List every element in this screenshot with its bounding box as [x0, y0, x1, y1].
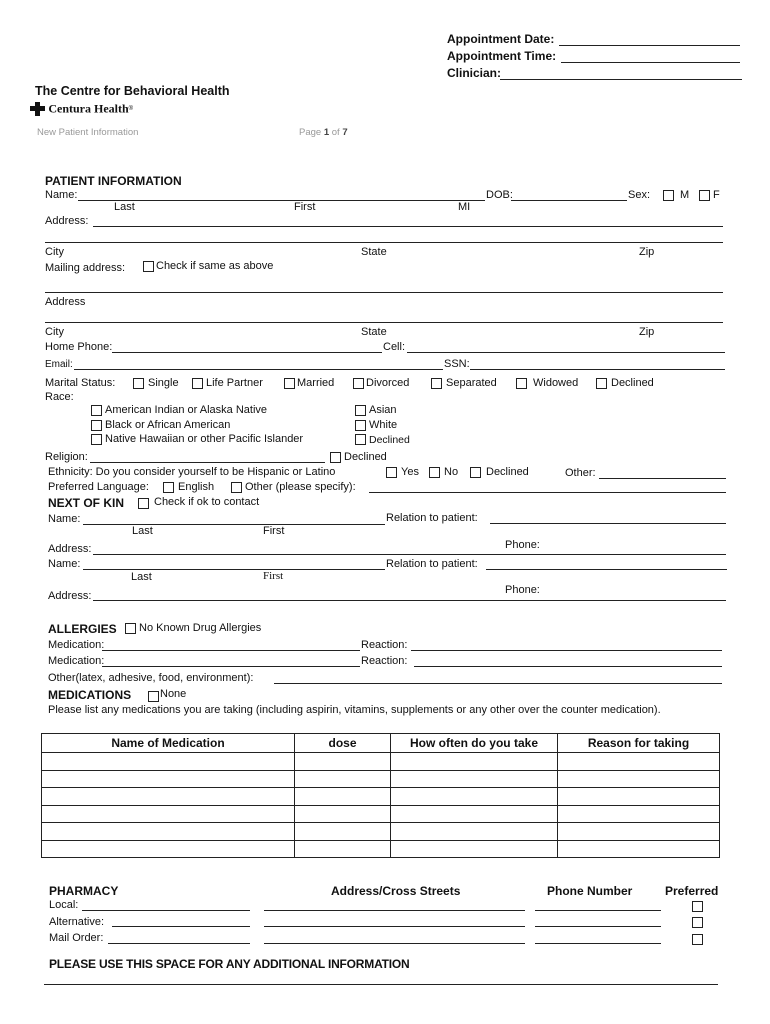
sex-f-checkbox[interactable] [699, 190, 710, 201]
table-row [42, 840, 720, 858]
form-name: New Patient Information [37, 127, 139, 138]
kin-phone-label: Phone: [505, 539, 540, 551]
med-cell[interactable] [391, 840, 558, 858]
table-row [42, 753, 720, 771]
med-cell[interactable] [558, 823, 720, 841]
pharmacy-local-label: Local: [49, 899, 79, 911]
table-row [42, 823, 720, 841]
sex-label: Sex: [628, 189, 651, 201]
col-dose: dose [295, 734, 391, 753]
white-label: White [369, 419, 398, 431]
centura-logo: Centura Health® [30, 101, 133, 116]
marital-declined-label: Declined [611, 377, 654, 389]
nkda-label: No Known Drug Allergies [139, 622, 262, 634]
kin2-address-field[interactable] [93, 600, 726, 601]
divorced-checkbox[interactable] [353, 378, 364, 389]
address-label: Address: [45, 215, 89, 227]
med-cell[interactable] [42, 788, 295, 806]
zip2-caption: Zip [639, 326, 655, 338]
ok-to-contact-checkbox[interactable] [138, 498, 149, 509]
cross-icon [30, 102, 45, 116]
med-cell[interactable] [295, 805, 391, 823]
religion-declined-label: Declined [344, 451, 387, 463]
medication-label: Medication: [48, 639, 105, 651]
address2-caption: Address [45, 296, 86, 308]
city-caption: City [45, 246, 64, 258]
black-checkbox[interactable] [91, 420, 102, 431]
additional-info-title: PLEASE USE THIS SPACE FOR ANY ADDITIONAL INFORMATION [49, 957, 410, 971]
logo-text: Centura Health [48, 101, 129, 116]
state-caption: State [361, 246, 387, 258]
med-cell[interactable] [558, 805, 720, 823]
hawaiian-label: Native Hawaiian or other Pacific Islander [105, 433, 304, 445]
same-address-label: Check if same as above [156, 260, 274, 272]
address-field[interactable] [93, 226, 723, 227]
ethnicity-other-field[interactable] [599, 478, 726, 479]
med-cell[interactable] [42, 753, 295, 771]
medications-table [41, 733, 720, 858]
med-cell[interactable] [558, 770, 720, 788]
medications-instructions: Please list any medications you are taking (including aspirin, vitamins, supplements or any other over the counter medication). [48, 704, 661, 716]
ethnicity-declined-label: Declined [486, 466, 529, 478]
email-label: Email: [45, 359, 73, 370]
allergy-reaction-field[interactable] [411, 650, 722, 651]
med-cell[interactable] [558, 788, 720, 806]
clinician-label: Clinician: [447, 66, 502, 80]
kin2-phone-label: Phone: [505, 584, 540, 596]
appointment-date-label: Appointment Date: [447, 32, 555, 46]
dob-label: DOB: [486, 189, 513, 201]
pharmacy-alternative-field[interactable] [112, 926, 250, 927]
race-declined-label: Declined [369, 434, 410, 446]
english-checkbox[interactable] [163, 482, 174, 493]
pharmacy-mail-order-preferred-checkbox[interactable] [692, 934, 703, 945]
city2-caption: City [45, 326, 64, 338]
med-cell[interactable] [42, 840, 295, 858]
additional-info-field[interactable] [44, 984, 718, 985]
med-cell[interactable] [42, 770, 295, 788]
allergy-medication-field[interactable] [102, 650, 360, 651]
black-label: Black or African American [105, 419, 231, 431]
widowed-label: Widowed [533, 377, 579, 389]
kin2-name-field[interactable] [83, 569, 385, 570]
pharmacy-mail-order-phone-field[interactable] [535, 943, 661, 944]
pharmacy-preferred-header: Preferred [665, 884, 719, 898]
org-name: The Centre for Behavioral Health [35, 84, 230, 98]
last-caption: Last [114, 201, 135, 213]
single-checkbox[interactable] [133, 378, 144, 389]
page-indicator: Page 1 of 7 [299, 127, 348, 138]
pharmacy-local-preferred-checkbox[interactable] [692, 901, 703, 912]
pharmacy-address-header: Address/Cross Streets [331, 884, 461, 898]
med-cell[interactable] [295, 788, 391, 806]
american-indian-label: American Indian or Alaska Native [105, 404, 268, 416]
ethnicity-no-label: No [444, 466, 459, 478]
home-phone-field[interactable] [112, 352, 382, 353]
pharmacy-mail-order-field[interactable] [108, 943, 250, 944]
marital-declined-checkbox[interactable] [596, 378, 607, 389]
divorced-label: Divorced [366, 377, 410, 389]
pharmacy-mail-order-address-field[interactable] [264, 943, 525, 944]
email-field[interactable] [74, 369, 443, 370]
med-cell[interactable] [391, 788, 558, 806]
english-label: English [178, 481, 215, 493]
pharmacy-alternative-preferred-checkbox[interactable] [692, 917, 703, 928]
pharmacy-alternative-phone-field[interactable] [535, 926, 661, 927]
med-cell[interactable] [391, 805, 558, 823]
religion-field[interactable] [90, 462, 325, 463]
medications-none-label: None [160, 688, 187, 700]
med-cell[interactable] [295, 840, 391, 858]
med-cell[interactable] [42, 805, 295, 823]
american-indian-checkbox[interactable] [91, 405, 102, 416]
language-other-label: Other (please specify): [245, 481, 356, 493]
ssn-field[interactable] [470, 369, 725, 370]
clinician-field[interactable] [500, 79, 742, 80]
med-cell[interactable] [42, 823, 295, 841]
single-label: Single [148, 377, 179, 389]
ethnicity-declined-checkbox[interactable] [470, 467, 481, 478]
mailing-address-label: Mailing address: [45, 262, 126, 274]
reaction-label: Reaction: [361, 639, 408, 651]
medications-none-checkbox[interactable] [148, 691, 159, 702]
ethnicity-no-checkbox[interactable] [429, 467, 440, 478]
table-row [42, 788, 720, 806]
medications-title: MEDICATIONS [48, 688, 132, 702]
allergies-title: ALLERGIES [48, 622, 117, 636]
other-allergy-label: Other(latex, adhesive, food, environment): [48, 672, 254, 684]
married-label: Married [297, 377, 335, 389]
med-cell[interactable] [391, 770, 558, 788]
asian-label: Asian [369, 404, 397, 416]
pharmacy-local-address-field[interactable] [264, 910, 525, 911]
reaction2-label: Reaction: [361, 655, 408, 667]
med-cell[interactable] [558, 840, 720, 858]
life-partner-checkbox[interactable] [192, 378, 203, 389]
sex-m-label: M [680, 189, 690, 201]
med-cell[interactable] [558, 753, 720, 771]
med-cell[interactable] [391, 823, 558, 841]
zip-caption: Zip [639, 246, 655, 258]
patient-name-field[interactable] [78, 200, 485, 201]
kin-relation-field[interactable] [490, 523, 726, 524]
pharmacy-alternative-address-field[interactable] [264, 926, 525, 927]
kin2-relation-label: Relation to patient: [386, 558, 478, 570]
table-row [42, 770, 720, 788]
appointment-date-field[interactable] [559, 45, 740, 46]
kin2-address-label: Address: [48, 590, 92, 602]
kin-address-label: Address: [48, 543, 92, 555]
sex-f-label: F [713, 189, 720, 201]
kin-name-label: Name: [48, 513, 81, 525]
medication2-label: Medication: [48, 655, 105, 667]
kin2-last-caption: Last [131, 571, 152, 583]
race-declined-checkbox[interactable] [355, 434, 366, 445]
mailing-city-field[interactable] [45, 322, 723, 323]
kin2-relation-field[interactable] [486, 569, 727, 570]
sex-m-checkbox[interactable] [663, 190, 674, 201]
state2-caption: State [361, 326, 387, 338]
married-checkbox[interactable] [284, 378, 295, 389]
med-cell[interactable] [295, 823, 391, 841]
cell-field[interactable] [407, 352, 725, 353]
kin-address-field[interactable] [93, 554, 726, 555]
same-address-checkbox[interactable] [143, 261, 154, 272]
preferred-language-label: Preferred Language: [48, 481, 149, 493]
allergy-reaction2-field[interactable] [414, 666, 722, 667]
asian-checkbox[interactable] [355, 405, 366, 416]
allergy-medication2-field[interactable] [102, 666, 360, 667]
appointment-time-field[interactable] [561, 62, 740, 63]
med-cell[interactable] [295, 770, 391, 788]
col-how-often: How often do you take [391, 734, 558, 753]
white-checkbox[interactable] [355, 420, 366, 431]
pharmacy-phone-header: Phone Number [547, 884, 633, 898]
first-caption: First [294, 201, 316, 213]
next-of-kin-title: NEXT OF KIN [48, 496, 125, 510]
ethnicity-other-label: Other: [565, 467, 596, 479]
language-other-checkbox[interactable] [231, 482, 242, 493]
cell-label: Cell: [383, 341, 406, 353]
hawaiian-checkbox[interactable] [91, 434, 102, 445]
pharmacy-local-phone-field[interactable] [535, 910, 661, 911]
patient-info-title: PATIENT INFORMATION [45, 174, 182, 188]
language-other-field[interactable] [369, 492, 726, 493]
name-label: Name: [45, 189, 78, 201]
religion-declined-checkbox[interactable] [330, 452, 341, 463]
kin-name-field[interactable] [83, 524, 385, 525]
address-line-2[interactable] [45, 242, 723, 243]
table-row [42, 805, 720, 823]
mi-caption: MI [458, 201, 471, 213]
nkda-checkbox[interactable] [125, 623, 136, 634]
religion-label: Religion: [45, 451, 88, 463]
ethnicity-yes-checkbox[interactable] [386, 467, 397, 478]
ok-to-contact-label: Check if ok to contact [154, 496, 260, 508]
kin-first-caption: First [263, 525, 285, 537]
marital-status-label: Marital Status: [45, 377, 116, 389]
med-cell[interactable] [295, 753, 391, 771]
kin2-name-label: Name: [48, 558, 81, 570]
race-label: Race: [45, 391, 74, 403]
separated-checkbox[interactable] [431, 378, 442, 389]
pharmacy-mail-order-label: Mail Order: [49, 932, 104, 944]
life-partner-label: Life Partner [206, 377, 263, 389]
col-reason: Reason for taking [558, 734, 720, 753]
appointment-time-label: Appointment Time: [447, 49, 557, 63]
ssn-label: SSN: [444, 358, 470, 370]
kin2-first-caption: First [263, 570, 284, 582]
pharmacy-title: PHARMACY [49, 884, 119, 898]
pharmacy-local-field[interactable] [82, 910, 250, 911]
mailing-address-field[interactable] [45, 292, 723, 293]
kin-last-caption: Last [132, 525, 153, 537]
col-name-of-medication: Name of Medication [42, 734, 295, 753]
kin-relation-label: Relation to patient: [386, 512, 478, 524]
home-phone-label: Home Phone: [45, 341, 113, 353]
pharmacy-alternative-label: Alternative: [49, 916, 105, 928]
other-allergy-field[interactable] [274, 683, 722, 684]
ethnicity-label: Ethnicity: Do you consider yourself to be Hispanic or Latino [48, 466, 336, 478]
dob-field[interactable] [511, 200, 627, 201]
separated-label: Separated [446, 377, 497, 389]
ethnicity-yes-label: Yes [401, 466, 419, 478]
med-cell[interactable] [391, 753, 558, 771]
widowed-checkbox[interactable] [516, 378, 527, 389]
